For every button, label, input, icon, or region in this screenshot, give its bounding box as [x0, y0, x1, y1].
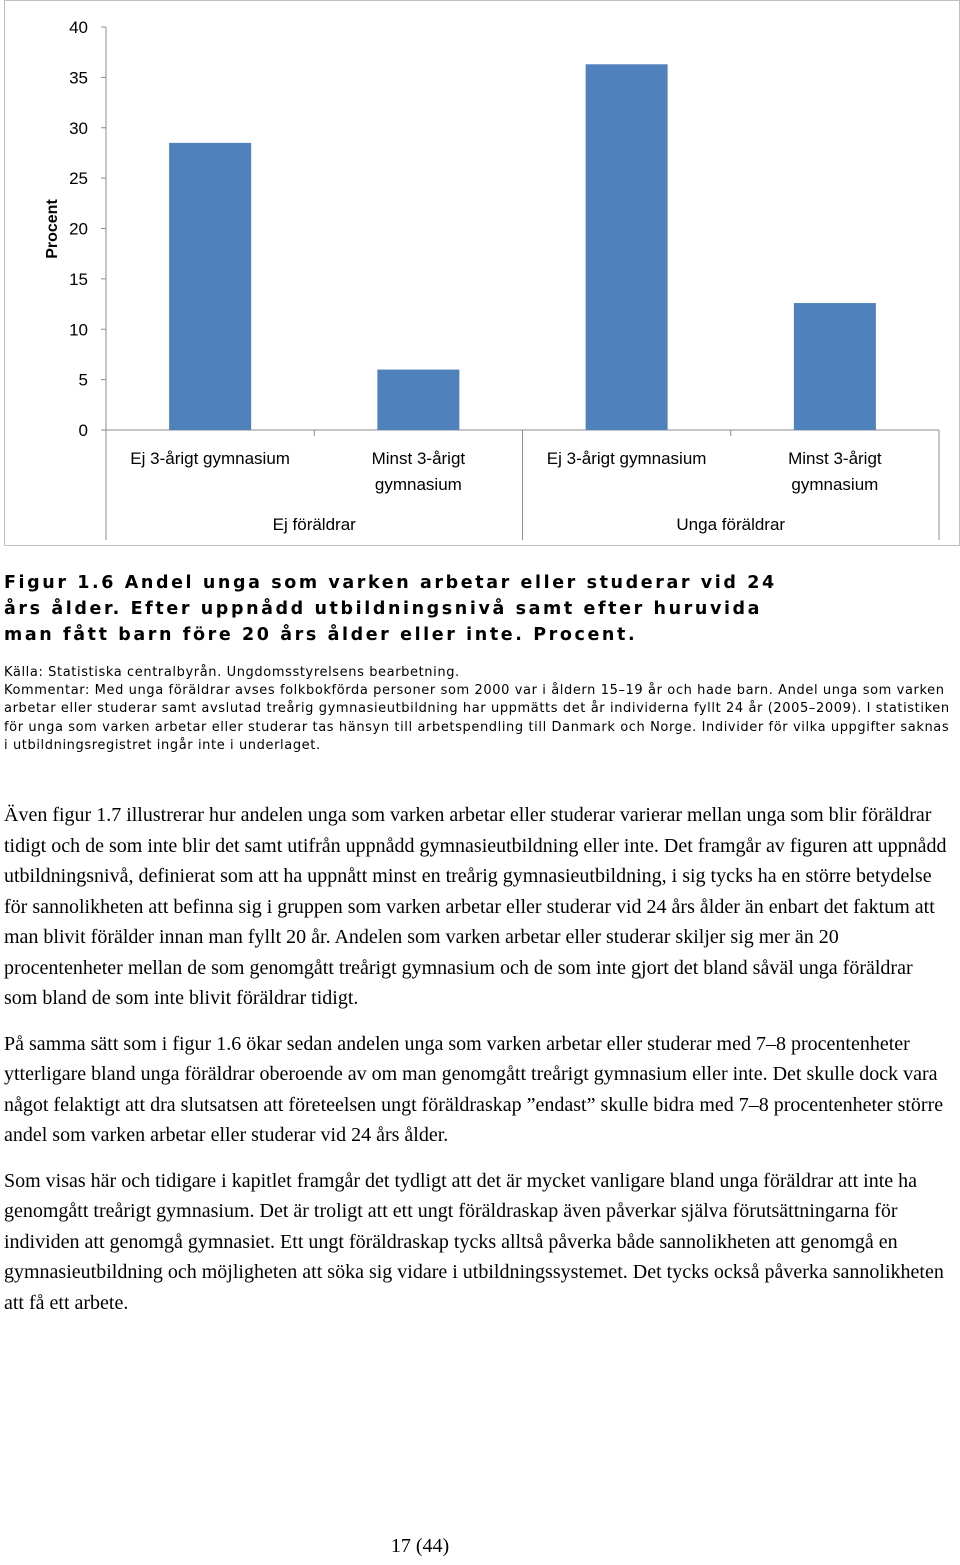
- paragraph: Som visas här och tidigare i kapitlet framgår det tydligt att det är mycket vanligare bland unga föräldrar att inte ha genomgått treårigt gymnasium. Det är troligt att ett ungt föräldraskap även påverkar själva förutsättningarna för individen att genomgå gymnasiet. Ett ungt föräldraskap tycks alltså påverka både sannolikheten att genomgå en gymnasieutbildning och möjligheten att söka sig vidare i utbildningssystemet. Det tycks också påverka sannolikheten att få ett arbete.: [4, 1169, 944, 1314]
- paragraph: Även figur 1.7 illustrerar hur andelen unga som varken arbetar eller studerar varierar mellan unga som blir föräldrar tidigt och de som inte blir det samt utifrån uppnådd gymnasieutbildning eller inte. Det framgår av figuren att uppnådd utbildningsnivå, definierat som att ha uppnått minst en treårig gymnasieutbildning, i sig tycks ha en större betydelse för sannolikheten att befinna sig i gruppen som varken arbetar eller studerar vid 24 års ålder än enbart det faktum att man blivit förälder innan man fyllt 20 år. Andelen som varken arbetar eller studerar skiljer sig mer än 20 procentenheter mellan de som genomgått treårigt gymnasium och de som inte gjort det bland såväl unga föräldrar som bland de som inte blivit föräldrar tidigt.: [4, 804, 947, 1009]
- bar: [169, 143, 251, 430]
- bar: [586, 64, 668, 430]
- category-label: Ej 3-årigt gymnasium: [130, 449, 290, 468]
- y-tick-label: 20: [69, 219, 88, 239]
- bar: [794, 303, 876, 430]
- source-note: Källa: Statistiska centralbyrån. Ungdomsstyrelsens bearbetning.: [4, 665, 460, 680]
- bar-chart: [5, 1, 959, 545]
- y-tick-label: 5: [78, 370, 88, 390]
- category-label: gymnasium: [791, 475, 879, 494]
- bar: [377, 370, 459, 430]
- comment-note: Kommentar: Med unga föräldrar avses folkbokförda personer som 2000 var i åldern 15–19 år och hade barn. Andel unga som varken arbetar eller studerar samt avslutad treårig gymnasieutbildning har uppmätts det år individerna fyllt 24 år (2005–2009). I statistiken för unga som varken arbetar eller studerar tas hänsyn till arbetspendling till Danmark och Norge. Individer för vilka uppgifter saknas i utbildningsregistret ingår inte i underlaget.: [4, 683, 950, 753]
- figure-notes: [4, 664, 954, 755]
- category-label: Minst 3-årigt: [788, 449, 882, 468]
- y-tick-label: 30: [69, 118, 88, 138]
- y-tick-label: 25: [69, 169, 88, 189]
- figure-caption: Figur 1.6 Andel unga som varken arbetar eller studerar vid 24 års ålder. Efter uppnådd utbildningsnivå samt efter huruvida man fått barn före 20 års ålder eller inte. Procent.: [4, 573, 777, 645]
- category-label: Minst 3-årigt: [371, 449, 466, 468]
- category-label: Ej 3-årigt gymnasium: [546, 449, 707, 468]
- y-tick-label: 0: [78, 421, 88, 440]
- paragraph: På samma sätt som i figur 1.6 ökar sedan andelen unga som varken arbetar eller studerar med 7–8 procentenheter ytterligare bland unga föräldrar oberoende av om man genomgått treårigt gymnasium eller inte. Det skulle dock vara något felaktigt att dra slutsatsen att företeelsen ungt föräldraskap ”endast” skulle bidra med 7–8 procentenheter större andel som varken arbetar eller studerar vid 24 års ålder.: [4, 1032, 944, 1146]
- y-tick-label: 40: [69, 18, 88, 37]
- body-text: [4, 800, 949, 1333]
- group-label: Ej föräldrar: [272, 515, 356, 534]
- y-tick-label: 35: [69, 68, 88, 88]
- y-tick-label: 15: [69, 269, 88, 289]
- y-tick-label: 10: [69, 320, 88, 340]
- group-label: Unga föräldrar: [676, 515, 786, 534]
- category-label: gymnasium: [374, 475, 462, 494]
- page-number: 17 (44): [390, 1535, 450, 1557]
- y-axis-title: Procent: [44, 199, 61, 259]
- chart-area: [4, 0, 960, 546]
